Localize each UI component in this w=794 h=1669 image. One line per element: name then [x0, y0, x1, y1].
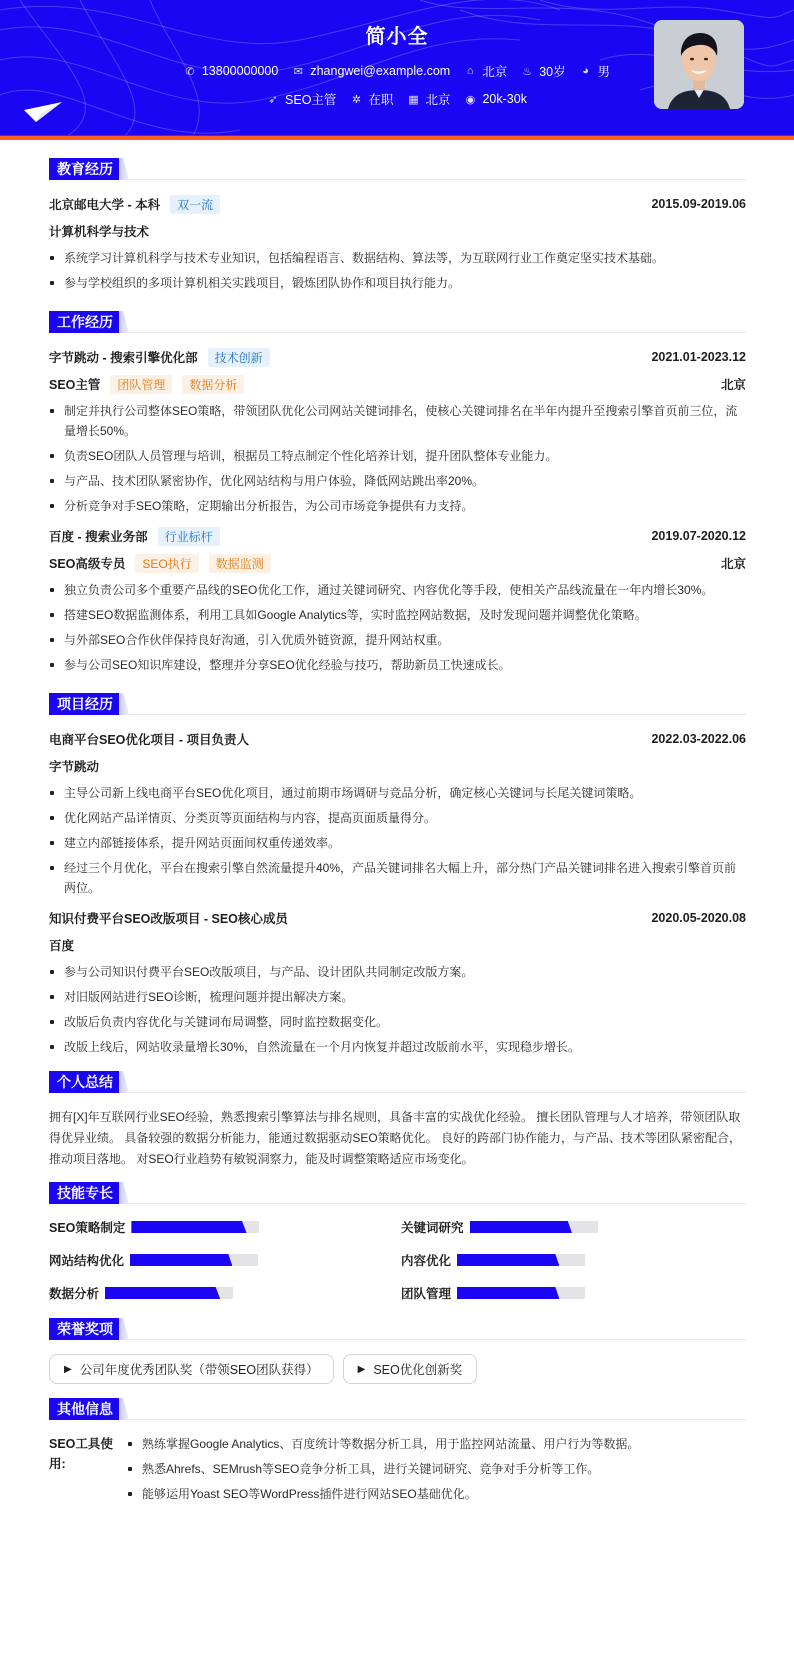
work-period: 2019.07-2020.12 — [651, 529, 746, 543]
phone-icon: ✆ — [185, 65, 195, 78]
list-item: 熟练掌握Google Analytics、百度统计等数据分析工具，用于监控网站流量、用户行为等数据。 — [127, 1434, 639, 1454]
section-title: 项目经历 — [49, 693, 121, 715]
award-item: ▶ SEO优化创新奖 — [343, 1354, 478, 1384]
other-info — [49, 1434, 746, 1515]
work-bullets — [49, 580, 746, 675]
education-bullets — [49, 248, 746, 293]
list-item: 改版后负责内容优化与关键词布局调整，同时监控数据变化。 — [49, 1012, 746, 1032]
section-work — [49, 311, 746, 675]
skill-item: 网站结构优化 — [49, 1251, 401, 1269]
skill-item: 内容优化 — [401, 1251, 753, 1269]
education-period: 2015.09-2019.06 — [651, 197, 746, 211]
accent-stripe — [0, 136, 794, 140]
skill-bar — [105, 1287, 233, 1299]
other-bullets — [127, 1434, 639, 1509]
company-name: 百度 - 搜索业务部 — [49, 530, 148, 544]
list-item: 主导公司新上线电商平台SEO优化项目，通过前期市场调研与竞品分析，确定核心关键词与长尾关键词策略。 — [49, 783, 746, 803]
role-tag: SEO执行 — [135, 554, 198, 573]
job-role: SEO主管 — [49, 378, 101, 392]
building-icon: ▦ — [408, 93, 419, 106]
work-location: 北京 — [720, 378, 746, 392]
section-education — [49, 158, 746, 293]
contact-home: ⌂ 北京 — [464, 62, 507, 80]
list-item: 参与公司知识付费平台SEO改版项目，与产品、设计团队共同制定改版方案。 — [49, 962, 746, 982]
work-entry — [49, 347, 746, 516]
section-header — [49, 693, 746, 715]
section-summary — [49, 1071, 746, 1170]
list-item: 系统学习计算机科学与技术专业知识，包括编程语言、数据结构、算法等，为互联网行业工作奠定坚实技术基础。 — [49, 248, 746, 268]
salary-icon: ◉ — [465, 93, 476, 106]
job-status: ✲ 在职 — [351, 93, 394, 107]
status-icon: ✲ — [351, 93, 362, 106]
section-title: 荣誉奖项 — [49, 1318, 121, 1340]
section-header — [49, 311, 746, 333]
list-item: 制定并执行公司整体SEO策略，带领团队优化公司网站关键词排名，使核心关键词排名在半年内提升至搜索引擎首页前三位，流量增长50%。 — [49, 401, 746, 441]
list-item: 负责SEO团队人员管理与培训，根据员工特点制定个性化培养计划，提升团队整体专业能力。 — [49, 446, 746, 466]
list-item: 与外部SEO合作伙伴保持良好沟通，引入优质外链资源，提升网站权重。 — [49, 630, 746, 650]
list-item: 熟悉Ahrefs、SEMrush等SEO竞争分析工具，进行关键词研究、竞争对手分析等工作。 — [127, 1459, 639, 1479]
education-major-row — [49, 221, 746, 241]
project-entry — [49, 908, 746, 1057]
list-item: 能够运用Yoast SEO等WordPress插件进行网站SEO基础优化。 — [127, 1484, 639, 1504]
resume-header — [0, 0, 794, 140]
section-skills — [49, 1182, 746, 1302]
play-triangle-icon: ▶ — [64, 1363, 72, 1375]
award-item: ▶ 公司年度优秀团队奖（带领SEO团队获得） — [49, 1354, 334, 1384]
list-item: 改版上线后，网站收录量增长30%，自然流量在一个月内恢复并超过改版前水平，实现稳步增长。 — [49, 1037, 746, 1057]
mail-icon: ✉ — [293, 65, 303, 78]
cake-icon: ♨ — [522, 65, 533, 78]
project-period: 2020.05-2020.08 — [651, 911, 746, 925]
skill-item: 团队管理 — [401, 1284, 753, 1302]
list-item: 经过三个月优化，平台在搜索引擎自然流量提升40%，产品关键词排名大幅上升，部分热门产品关键词排名进入搜索引擎首页前两位。 — [49, 858, 746, 898]
company-tag: 行业标杆 — [158, 527, 220, 546]
contact-phone: ✆ 13800000000 — [185, 64, 279, 78]
section-awards — [49, 1318, 746, 1384]
job-position: ➶ SEO主管 — [268, 93, 337, 107]
contact-age: ♨ 30岁 — [522, 65, 566, 79]
other-label: SEO工具使用: — [49, 1437, 113, 1471]
section-title: 工作经历 — [49, 311, 121, 333]
candidate-name: 简小全 — [365, 26, 429, 48]
work-period: 2021.01-2023.12 — [651, 350, 746, 364]
section-header — [49, 1318, 746, 1340]
section-title: 个人总结 — [49, 1071, 121, 1093]
list-item: 建立内部链接体系，提升网站页面间权重传递效率。 — [49, 833, 746, 853]
skill-item: 关键词研究 — [401, 1218, 753, 1236]
list-item: 优化网站产品详情页、分类页等页面结构与内容，提高页面质量得分。 — [49, 808, 746, 828]
project-bullets — [49, 783, 746, 898]
major: 计算机科学与技术 — [49, 225, 150, 239]
awards-list — [49, 1354, 746, 1384]
home-icon: ⌂ — [466, 65, 474, 77]
summary-text: 拥有[X]年互联网行业SEO经验，熟悉搜索引擎算法与排名规则，具备丰富的实战优化经验。 擅长团队管理与人才培养，带领团队取得优异业绩。 具备较强的数据分析能力，能通过数据驱动SEO策略优化。 良好的跨部门协作能力，与产品、技术等团队紧密配合，推动项目落地。 对SEO行业趋势有敏锐洞察力，能及时调整策略适应市场变化。 — [49, 1110, 742, 1166]
project-entry — [49, 729, 746, 898]
list-item: 参与学校组织的多项计算机相关实践项目，锻炼团队协作和项目执行能力。 — [49, 273, 746, 293]
job-salary: ◉ 20k-30k — [465, 92, 527, 106]
send-icon: ➶ — [268, 93, 278, 106]
avatar-photo — [654, 20, 744, 109]
project-company: 百度 — [49, 939, 75, 953]
list-item: 搭建SEO数据监测体系，利用工具如Google Analytics等，实时监控网站数据，及时发现问题并调整优化策略。 — [49, 605, 746, 625]
skill-bar — [457, 1254, 585, 1266]
work-entry — [49, 526, 746, 675]
list-item: 与产品、技术团队紧密协作，优化网站结构与用户体验，降低网站跳出率20%。 — [49, 471, 746, 491]
company-tag: 技术创新 — [208, 348, 270, 367]
education-entry-header — [49, 194, 746, 214]
skill-item: SEO策略制定 — [49, 1218, 401, 1236]
resume-body — [0, 158, 794, 1515]
list-item: 参与公司SEO知识库建设，整理并分享SEO优化经验与技巧，帮助新员工快速成长。 — [49, 655, 746, 675]
skill-bar — [131, 1221, 259, 1233]
project-name: 知识付费平台SEO改版项目 - SEO核心成员 — [49, 912, 288, 926]
list-item: 分析竞争对手SEO策略，定期输出分析报告，为公司市场竞争提供有力支持。 — [49, 496, 746, 516]
section-header — [49, 1071, 746, 1093]
section-other — [49, 1398, 746, 1515]
section-header — [49, 158, 746, 180]
work-bullets — [49, 401, 746, 516]
play-triangle-icon: ▶ — [357, 1363, 366, 1375]
skill-bar — [130, 1254, 258, 1266]
section-header — [49, 1398, 746, 1420]
skills-grid — [49, 1218, 746, 1302]
gender-icon: ◕ — [582, 65, 589, 77]
contact-email: ✉ zhangwei@example.com — [293, 64, 451, 78]
section-title: 其他信息 — [49, 1398, 121, 1420]
project-period: 2022.03-2022.06 — [651, 732, 746, 746]
school-tag: 双一流 — [170, 195, 220, 214]
role-tag: 数据分析 — [182, 375, 244, 394]
contact-gender: ◕ 男 — [580, 62, 611, 80]
skill-bar — [457, 1287, 585, 1299]
role-tag: 数据监测 — [209, 554, 271, 573]
company-name: 字节跳动 - 搜索引擎优化部 — [49, 351, 198, 365]
list-item: 对旧版网站进行SEO诊断，梳理问题并提出解决方案。 — [49, 987, 746, 1007]
skill-bar — [470, 1221, 598, 1233]
job-role: SEO高级专员 — [49, 557, 126, 571]
section-header — [49, 1182, 746, 1204]
list-item: 独立负责公司多个重要产品线的SEO优化工作，通过关键词研究、内容优化等手段，使相关产品线流量在一年内增长30%。 — [49, 580, 746, 600]
work-location: 北京 — [720, 557, 746, 571]
skill-item: 数据分析 — [49, 1284, 401, 1302]
job-city: ▦ 北京 — [408, 93, 451, 107]
section-projects — [49, 693, 746, 1057]
section-title: 教育经历 — [49, 158, 121, 180]
project-name: 电商平台SEO优化项目 - 项目负责人 — [49, 733, 250, 747]
project-bullets — [49, 962, 746, 1057]
avatar-portrait-icon — [654, 20, 744, 109]
role-tag: 团队管理 — [110, 375, 172, 394]
school-name: 北京邮电大学 - 本科 — [49, 198, 161, 212]
paper-plane-icon — [22, 100, 66, 124]
project-company: 字节跳动 — [49, 760, 100, 774]
section-title: 技能专长 — [49, 1182, 121, 1204]
